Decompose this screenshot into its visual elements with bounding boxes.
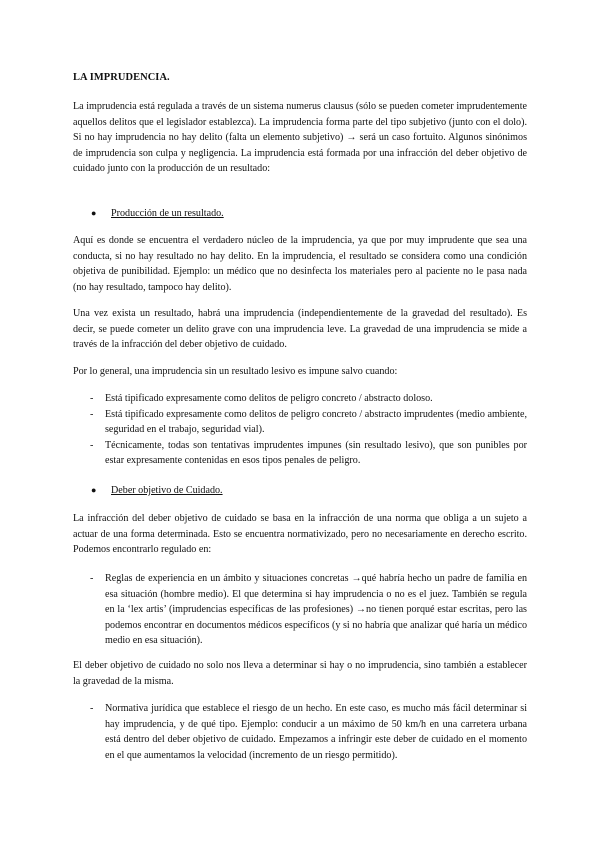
section-heading-resultado	[91, 206, 224, 222]
normativa-list	[90, 701, 527, 763]
deber-sources-list	[90, 571, 527, 649]
list-item-text: Está tipificado expresamente como delitos de peligro concreto / abstracto doloso.	[105, 393, 433, 404]
deber-paragraph-1: La infracción del deber objetivo de cuidado se basa en la infracción de una norma que obliga a un sujeto a actuar de una forma determinada. Esto se encuentra normativizado, pero no necesariamente en derecho escrito. Podemos encontrarlo regulado en:	[73, 513, 527, 556]
list-item-text: Reglas de experiencia en un ámbito y situaciones concretas →qué habría hecho un padre de familia en esa situación (hombre medio). El que determina si hay imprudencia o no es el juez. También se regula en la ‘lex artis’ (imprudencias específicas de las profesiones) →no tienen porqué estar escritas, pero las podemos encontrar en documentos médicos específicos (y si no habría que analizar qué haría un médico medio en esa situación).	[105, 573, 527, 647]
resultado-paragraph-1: Aquí es donde se encuentra el verdadero núcleo de la imprudencia, ya que por muy imprudente que sea una conducta, si no hay resultado no hay delito. En la imprudencia, el resultado se considera como una condición objetiva de punibilidad. Ejemplo: un médico que no desinfecta los materiales pero al paciente no le pasa nada (no hay resultado, tampoco hay delito).	[73, 235, 527, 293]
dash-marker: -	[90, 573, 94, 584]
list-item	[90, 391, 527, 407]
dash-marker: -	[90, 439, 94, 451]
section-heading-deber-cuidado	[91, 483, 223, 499]
resultado-paragraph-3: Por lo general, una imprudencia sin un resultado lesivo es impune salvo cuando:	[73, 366, 398, 377]
section-heading-label: Producción de un resultado.	[111, 208, 224, 219]
dash-marker: -	[90, 703, 94, 714]
intro-paragraph: La imprudencia está regulada a través de un sistema numerus clausus (sólo se pueden cometer imprudentemente aquellos delitos que el legislador establezca). La imprudencia forma parte del tipo subjetivo (junto con el dolo). Si no hay imprudencia no hay delito (falta un elemento subjetivo) → será un caso fortuito. Algunos sinónimos de imprudencia son culpa y negligencia. La imprudencia está formada por una infracción del deber objetivo de cuidado junto con la producción de un resultado:	[73, 101, 527, 175]
list-item	[90, 571, 527, 649]
list-item	[90, 701, 527, 763]
list-item-text: Técnicamente, todas son tentativas imprudentes impunes (sin resultado lesivo), que son punibles por estar expresamente contenidas en esos tipos penales de peligro.	[105, 439, 527, 467]
dash-marker: -	[90, 393, 94, 404]
list-item-text: Normativa jurídica que establece el riesgo de un hecho. En este caso, es mucho más fácil determinar si hay imprudencia, y de qué tipo. Ejemplo: conducir a un máximo de 50 km/h en una carretera urbana está dentro del deber objetivo de cuidado. Empezamos a infringir este deber de cuidado en el momento en el que aumentamos la velocidad (incremento de un riesgo permitido).	[105, 703, 527, 761]
resultado-paragraph-2: Una vez exista un resultado, habrá una imprudencia (independientemente de la gravedad del resultado). Es decir, se puede cometer un delito grave con una imprudencia leve. La gravedad de una imprudencia se mide a través de la infracción del deber objetivo de cuidado.	[73, 308, 527, 351]
deber-paragraph-2: El deber objetivo de cuidado no solo nos lleva a determinar si hay o no imprudencia, sino también a establecer la gravedad de la misma.	[73, 660, 527, 687]
section-heading-label: Deber objetivo de Cuidado.	[111, 485, 223, 496]
list-item-text: Está tipificado expresamente como delitos de peligro concreto / abstracto imprudentes (medio ambiente, seguridad en el trabajo, seguridad vial).	[105, 408, 527, 436]
list-item	[90, 438, 527, 469]
impune-exceptions-list	[90, 391, 527, 469]
dash-marker: -	[90, 408, 94, 420]
bullet-icon: ●	[91, 208, 97, 218]
bullet-icon: ●	[91, 485, 97, 495]
document-title: LA IMPRUDENCIA.	[73, 72, 170, 83]
list-item	[90, 407, 527, 438]
